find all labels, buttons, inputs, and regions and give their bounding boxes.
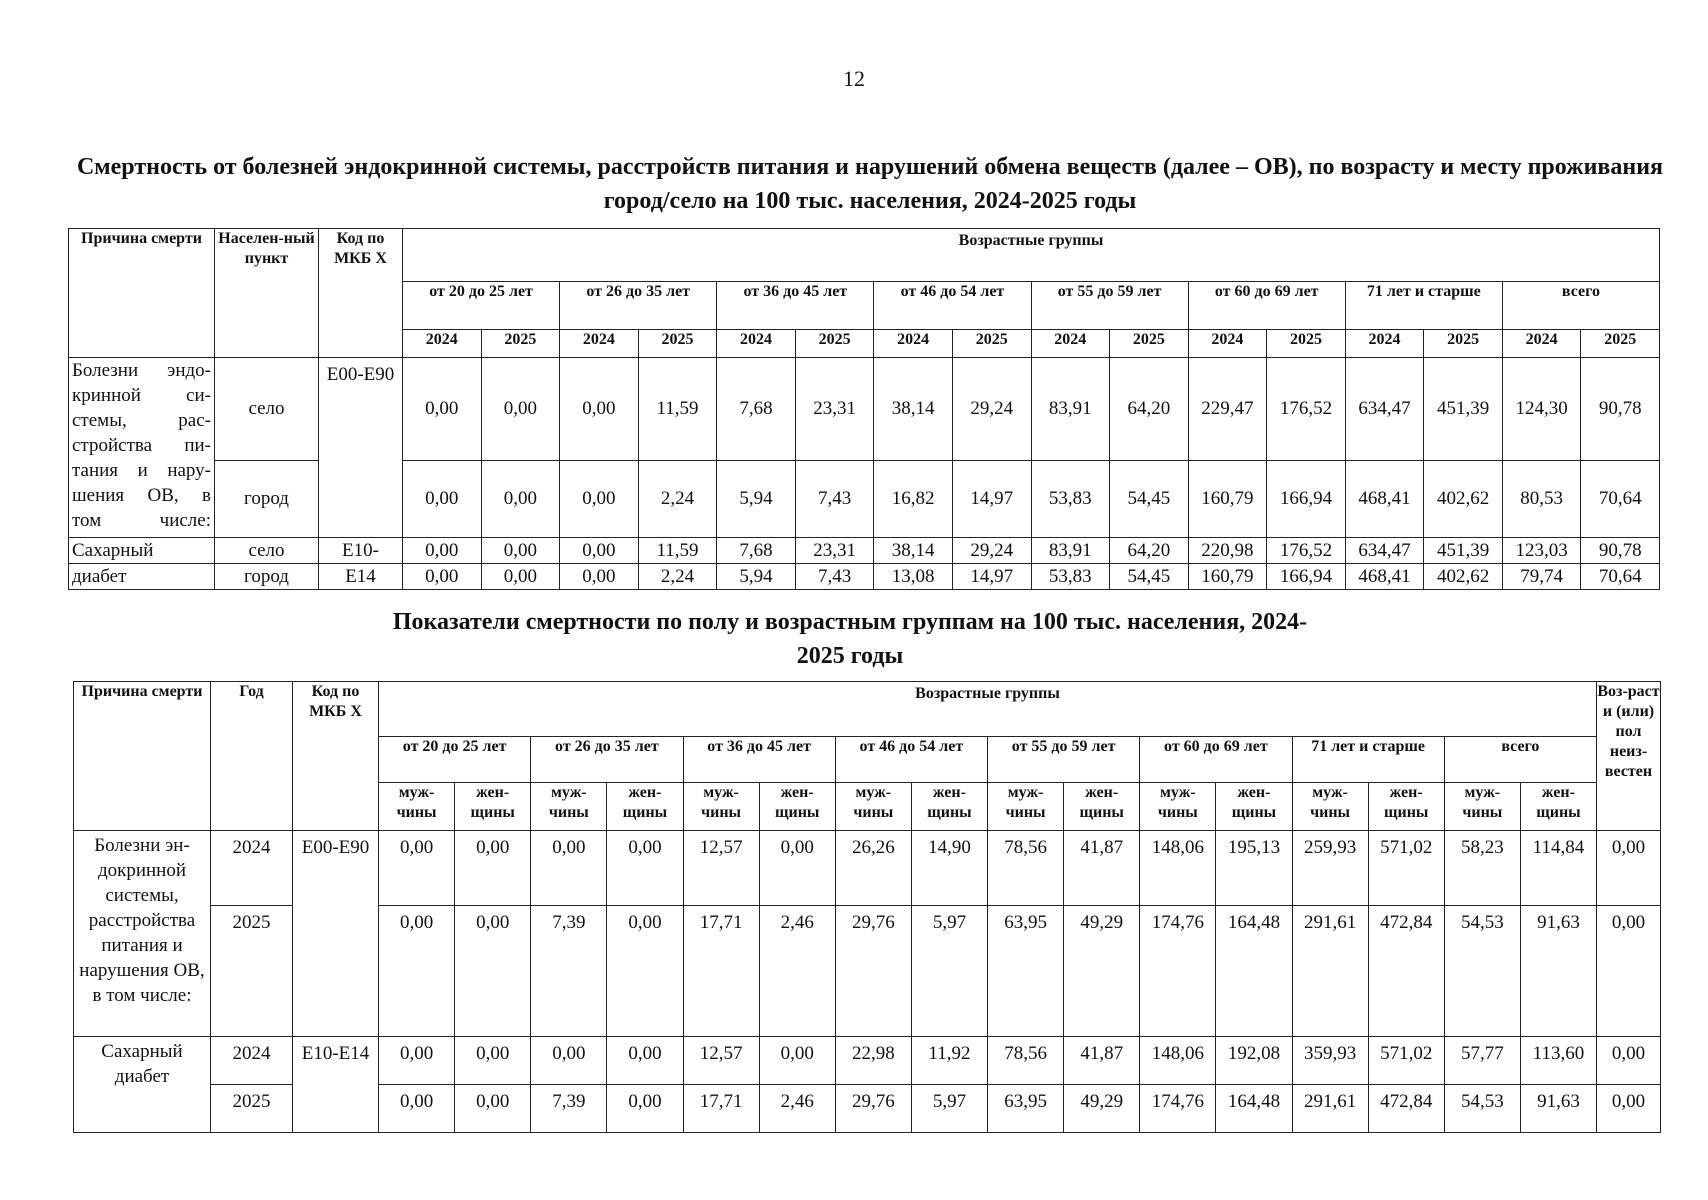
value-cell: 11,59	[638, 538, 717, 564]
value-cell: 83,91	[1031, 358, 1110, 461]
value-cell: 54,53	[1444, 906, 1520, 1037]
table2-mortality-by-sex	[73, 681, 1661, 1133]
value-cell: 0,00	[455, 831, 531, 906]
header-icd-code: Код по МКБ X	[293, 682, 379, 831]
value-cell: 0,00	[403, 538, 482, 564]
year-header: 2025	[952, 330, 1031, 358]
value-cell: 29,24	[952, 538, 1031, 564]
men-header: муж-чины	[1140, 783, 1216, 831]
value-cell: 0,00	[379, 831, 455, 906]
cause-line: тания и нару-	[72, 460, 211, 481]
value-cell: 78,56	[988, 831, 1064, 906]
value-cell: 229,47	[1188, 358, 1267, 461]
value-cell: 160,79	[1188, 461, 1267, 538]
value-cell: 54,45	[1110, 461, 1189, 538]
year-header: 2025	[638, 330, 717, 358]
age-group-header: 71 лет и старше	[1292, 737, 1444, 783]
year-header: 2025	[1110, 330, 1189, 358]
value-cell: 114,84	[1520, 831, 1596, 906]
value-cell: 0,00	[560, 358, 639, 461]
value-cell: 70,64	[1581, 461, 1660, 538]
cause-cell: Сахарный	[69, 538, 215, 564]
value-cell: 90,78	[1581, 358, 1660, 461]
value-cell: 0,00	[1597, 831, 1661, 906]
value-cell: 148,06	[1140, 1037, 1216, 1085]
year-cell: 2024	[211, 831, 293, 906]
age-group-header: от 20 до 25 лет	[403, 282, 560, 330]
year-header: 2024	[1188, 330, 1267, 358]
value-cell: 571,02	[1368, 831, 1444, 906]
value-cell: 54,45	[1110, 564, 1189, 590]
men-header: муж-чины	[1292, 783, 1368, 831]
value-cell: 64,20	[1110, 358, 1189, 461]
value-cell: 148,06	[1140, 831, 1216, 906]
value-cell: 7,68	[717, 538, 796, 564]
men-header: муж-чины	[531, 783, 607, 831]
value-cell: 0,00	[379, 1037, 455, 1085]
age-group-header: от 55 до 59 лет	[1031, 282, 1188, 330]
value-cell: 29,76	[835, 906, 911, 1037]
value-cell: 0,00	[560, 538, 639, 564]
value-cell: 634,47	[1345, 538, 1424, 564]
value-cell: 22,98	[835, 1037, 911, 1085]
value-cell: 38,14	[874, 538, 953, 564]
table1-title: Смертность от болезней эндокринной системы, расстройств питания и нарушений обмена веществ (далее – ОВ), по возрасту и месту проживания город/село на 100 тыс. населения, 2024-2025 годы	[76, 154, 1664, 214]
value-cell: 0,00	[481, 358, 560, 461]
value-cell: 7,68	[717, 358, 796, 461]
women-header: жен-щины	[1064, 783, 1140, 831]
value-cell: 2,24	[638, 461, 717, 538]
value-cell: 174,76	[1140, 1085, 1216, 1133]
cause-line: кринной си-	[72, 385, 211, 406]
year-header: 2024	[1502, 330, 1581, 358]
value-cell: 176,52	[1267, 358, 1346, 461]
year-header: 2024	[560, 330, 639, 358]
value-cell: 64,20	[1110, 538, 1189, 564]
value-cell: 468,41	[1345, 461, 1424, 538]
value-cell: 176,52	[1267, 538, 1346, 564]
value-cell: 0,00	[1597, 1085, 1661, 1133]
cause-line: Болезни эндо-	[72, 360, 211, 381]
men-header: муж-чины	[379, 783, 455, 831]
value-cell: 79,74	[1502, 564, 1581, 590]
value-cell: 0,00	[1597, 906, 1661, 1037]
cause-line: шения ОВ, в	[72, 485, 211, 506]
year-cell: 2024	[211, 1037, 293, 1085]
locality-cell: село	[215, 358, 319, 461]
age-group-header: от 60 до 69 лет	[1140, 737, 1292, 783]
year-header: 2024	[403, 330, 482, 358]
value-cell: 16,82	[874, 461, 953, 538]
header-age-groups: Возрастные группы	[403, 229, 1660, 282]
value-cell: 0,00	[1597, 1037, 1661, 1085]
value-cell: 160,79	[1188, 564, 1267, 590]
value-cell: 0,00	[379, 1085, 455, 1133]
locality-cell: город	[215, 564, 319, 590]
value-cell: 23,31	[795, 358, 874, 461]
header-cause: Причина смерти	[69, 229, 215, 358]
header-unknown-age-sex: Воз-раст и (или) пол неиз-вестен	[1597, 682, 1661, 831]
value-cell: 14,90	[911, 831, 987, 906]
year-header: 2025	[481, 330, 560, 358]
value-cell: 0,00	[455, 906, 531, 1037]
value-cell: 11,92	[911, 1037, 987, 1085]
value-cell: 29,76	[835, 1085, 911, 1133]
value-cell: 192,08	[1216, 1037, 1292, 1085]
value-cell: 7,43	[795, 461, 874, 538]
value-cell: 0,00	[560, 564, 639, 590]
value-cell: 23,31	[795, 538, 874, 564]
women-header: жен-щины	[1368, 783, 1444, 831]
value-cell: 451,39	[1424, 538, 1503, 564]
icd-code-cell: E10-E14	[293, 1037, 379, 1133]
locality-cell: село	[215, 538, 319, 564]
value-cell: 58,23	[1444, 831, 1520, 906]
value-cell: 402,62	[1424, 461, 1503, 538]
age-group-header: 71 лет и старше	[1345, 282, 1502, 330]
year-header: 2025	[1424, 330, 1503, 358]
value-cell: 7,39	[531, 1085, 607, 1133]
value-cell: 291,61	[1292, 906, 1368, 1037]
value-cell: 49,29	[1064, 1085, 1140, 1133]
value-cell: 0,00	[607, 1037, 683, 1085]
cause-line: стемы, рас-	[72, 410, 211, 431]
value-cell: 0,00	[403, 461, 482, 538]
value-cell: 634,47	[1345, 358, 1424, 461]
value-cell: 174,76	[1140, 906, 1216, 1037]
women-header: жен-щины	[911, 783, 987, 831]
header-age-groups: Возрастные группы	[379, 682, 1597, 737]
value-cell: 0,00	[607, 906, 683, 1037]
age-group-header: от 26 до 35 лет	[560, 282, 717, 330]
value-cell: 220,98	[1188, 538, 1267, 564]
value-cell: 91,63	[1520, 1085, 1596, 1133]
value-cell: 0,00	[403, 358, 482, 461]
value-cell: 41,87	[1064, 1037, 1140, 1085]
year-cell: 2025	[211, 906, 293, 1037]
cause-cell: Болезни эн-докринной системы, расстройства питания и нарушения ОВ, в том числе:	[74, 831, 211, 1037]
value-cell: 0,00	[531, 1037, 607, 1085]
value-cell: 451,39	[1424, 358, 1503, 461]
value-cell: 17,71	[683, 1085, 759, 1133]
value-cell: 7,39	[531, 906, 607, 1037]
men-header: муж-чины	[835, 783, 911, 831]
icd-code-cell: E10-	[319, 538, 403, 564]
value-cell: 0,00	[403, 564, 482, 590]
year-header: 2024	[1031, 330, 1110, 358]
value-cell: 63,95	[988, 906, 1064, 1037]
men-header: муж-чины	[988, 783, 1064, 831]
year-header: 2024	[1345, 330, 1424, 358]
table2-title: Показатели смертности по полу и возрастным группам на 100 тыс. населения, 2024-2025 годы	[392, 609, 1308, 669]
year-header: 2025	[795, 330, 874, 358]
value-cell: 124,30	[1502, 358, 1581, 461]
value-cell: 41,87	[1064, 831, 1140, 906]
value-cell: 0,00	[607, 831, 683, 906]
cause-cell	[69, 358, 215, 538]
value-cell: 472,84	[1368, 1085, 1444, 1133]
value-cell: 164,48	[1216, 1085, 1292, 1133]
value-cell: 402,62	[1424, 564, 1503, 590]
value-cell: 12,57	[683, 831, 759, 906]
icd-code-cell: E00-E90	[293, 831, 379, 1037]
value-cell: 0,00	[759, 831, 835, 906]
value-cell: 123,03	[1502, 538, 1581, 564]
value-cell: 0,00	[481, 564, 560, 590]
age-group-header: от 46 до 54 лет	[835, 737, 987, 783]
value-cell: 5,94	[717, 564, 796, 590]
table1-mortality-by-locality	[68, 228, 1660, 590]
men-header: муж-чины	[683, 783, 759, 831]
value-cell: 468,41	[1345, 564, 1424, 590]
value-cell: 0,00	[481, 461, 560, 538]
year-header: 2024	[874, 330, 953, 358]
header-year: Год	[211, 682, 293, 831]
header-locality: Населен-ный пункт	[215, 229, 319, 358]
value-cell: 63,95	[988, 1085, 1064, 1133]
value-cell: 0,00	[759, 1037, 835, 1085]
women-header: жен-щины	[1216, 783, 1292, 831]
value-cell: 259,93	[1292, 831, 1368, 906]
year-header: 2025	[1267, 330, 1346, 358]
year-header: 2025	[1581, 330, 1660, 358]
value-cell: 38,14	[874, 358, 953, 461]
value-cell: 49,29	[1064, 906, 1140, 1037]
value-cell: 2,24	[638, 564, 717, 590]
value-cell: 0,00	[607, 1085, 683, 1133]
value-cell: 0,00	[481, 538, 560, 564]
value-cell: 13,08	[874, 564, 953, 590]
value-cell: 78,56	[988, 1037, 1064, 1085]
value-cell: 359,93	[1292, 1037, 1368, 1085]
women-header: жен-щины	[607, 783, 683, 831]
age-group-header: от 55 до 59 лет	[988, 737, 1140, 783]
value-cell: 472,84	[1368, 906, 1444, 1037]
value-cell: 12,57	[683, 1037, 759, 1085]
locality-cell: город	[215, 461, 319, 538]
year-header: 2024	[717, 330, 796, 358]
value-cell: 5,94	[717, 461, 796, 538]
value-cell: 29,24	[952, 358, 1031, 461]
value-cell: 53,83	[1031, 564, 1110, 590]
value-cell: 14,97	[952, 564, 1031, 590]
value-cell: 57,77	[1444, 1037, 1520, 1085]
value-cell: 5,97	[911, 906, 987, 1037]
value-cell: 5,97	[911, 1085, 987, 1133]
value-cell: 90,78	[1581, 538, 1660, 564]
value-cell: 164,48	[1216, 906, 1292, 1037]
value-cell: 113,60	[1520, 1037, 1596, 1085]
men-header: муж-чины	[1444, 783, 1520, 831]
value-cell: 2,46	[759, 906, 835, 1037]
value-cell: 91,63	[1520, 906, 1596, 1037]
header-icd-code: Код по МКБ X	[319, 229, 403, 358]
value-cell: 291,61	[1292, 1085, 1368, 1133]
page-number: 12	[843, 66, 865, 91]
age-group-header: от 20 до 25 лет	[379, 737, 531, 783]
age-group-header: всего	[1502, 282, 1659, 330]
value-cell: 17,71	[683, 906, 759, 1037]
value-cell: 14,97	[952, 461, 1031, 538]
age-group-header: от 36 до 45 лет	[683, 737, 835, 783]
age-group-header: от 26 до 35 лет	[531, 737, 683, 783]
women-header: жен-щины	[1520, 783, 1596, 831]
cause-cell: Сахарный диабет	[74, 1037, 211, 1133]
value-cell: 0,00	[560, 461, 639, 538]
value-cell: 7,43	[795, 564, 874, 590]
age-group-header: всего	[1444, 737, 1596, 783]
value-cell: 70,64	[1581, 564, 1660, 590]
value-cell: 26,26	[835, 831, 911, 906]
value-cell: 54,53	[1444, 1085, 1520, 1133]
value-cell: 0,00	[531, 831, 607, 906]
age-group-header: от 46 до 54 лет	[874, 282, 1031, 330]
value-cell: 166,94	[1267, 461, 1346, 538]
value-cell: 53,83	[1031, 461, 1110, 538]
value-cell: 80,53	[1502, 461, 1581, 538]
value-cell: 0,00	[379, 906, 455, 1037]
value-cell: 166,94	[1267, 564, 1346, 590]
value-cell: 195,13	[1216, 831, 1292, 906]
icd-code-cell: E14	[319, 564, 403, 590]
value-cell: 571,02	[1368, 1037, 1444, 1085]
age-group-header: от 60 до 69 лет	[1188, 282, 1345, 330]
women-header: жен-щины	[455, 783, 531, 831]
cause-line: том числе:	[72, 510, 211, 531]
header-cause: Причина смерти	[74, 682, 211, 831]
value-cell: 0,00	[455, 1037, 531, 1085]
cause-line: стройства пи-	[72, 435, 211, 456]
women-header: жен-щины	[759, 783, 835, 831]
value-cell: 2,46	[759, 1085, 835, 1133]
value-cell: 83,91	[1031, 538, 1110, 564]
value-cell: 0,00	[455, 1085, 531, 1133]
icd-code-cell: E00-E90	[319, 358, 403, 538]
year-cell: 2025	[211, 1085, 293, 1133]
cause-cell: диабет	[69, 564, 215, 590]
value-cell: 11,59	[638, 358, 717, 461]
age-group-header: от 36 до 45 лет	[717, 282, 874, 330]
